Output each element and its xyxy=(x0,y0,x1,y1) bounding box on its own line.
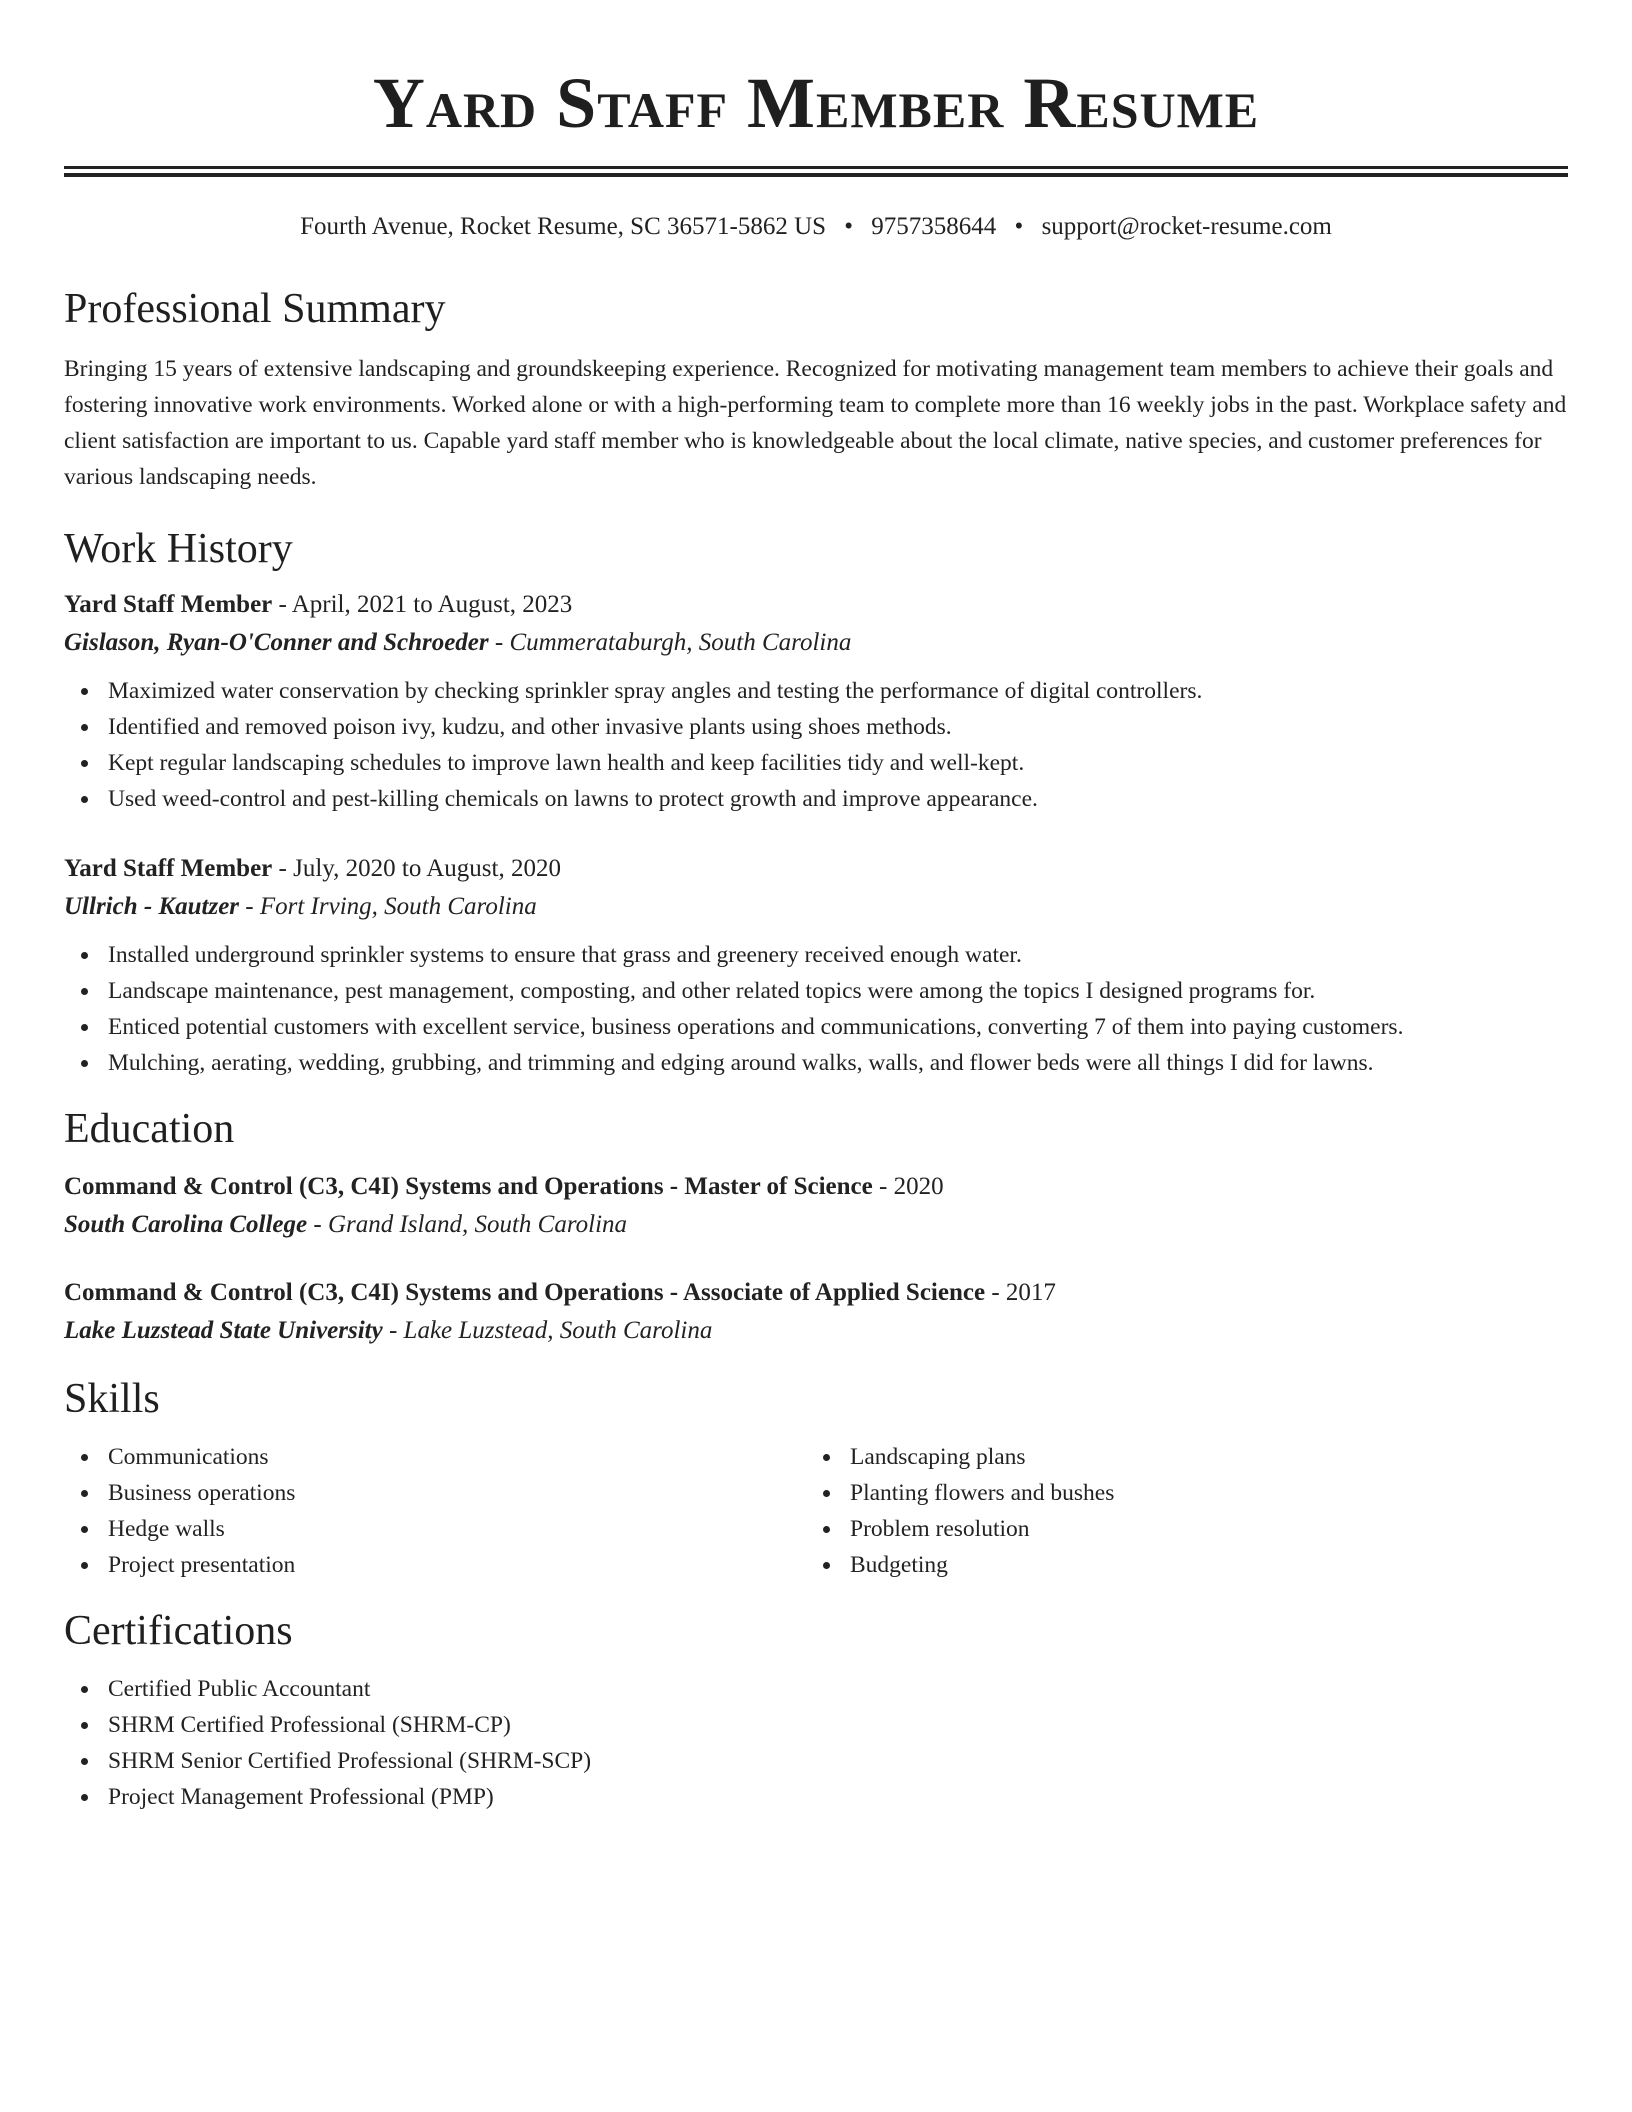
job-employer xyxy=(64,887,1568,927)
contact-phone[interactable]: 9757358644 xyxy=(871,213,997,240)
education-degree: Command & Control (C3, C4I) Systems and Operations - Associate of Applied Science xyxy=(64,1279,986,1306)
certifications-list xyxy=(64,1671,1568,1815)
title-double-rule xyxy=(64,166,1568,177)
list-item: Hedge walls xyxy=(64,1511,806,1547)
list-item: Communications xyxy=(64,1439,806,1475)
list-item: Used weed-control and pest-killing chemicals on lawns to protect growth and improve appearance. xyxy=(64,781,1568,817)
job-header xyxy=(64,851,1568,887)
education-location: - Grand Island, South Carolina xyxy=(307,1211,628,1238)
education-school-line xyxy=(64,1311,1568,1351)
job-company: Gislason, Ryan-O'Conner and Schroeder xyxy=(64,629,489,656)
resume-title: Yard Staff Member Resume xyxy=(372,63,1260,143)
list-item: SHRM Certified Professional (SHRM-CP) xyxy=(64,1707,1568,1743)
list-item: Project presentation xyxy=(64,1547,806,1583)
contact-email[interactable]: support@rocket-resume.com xyxy=(1041,213,1332,240)
job-role: Yard Staff Member xyxy=(64,855,273,882)
education-entry xyxy=(64,1169,1568,1245)
education-school: South Carolina College xyxy=(64,1211,308,1238)
list-item: Certified Public Accountant xyxy=(64,1671,1568,1707)
list-item: Enticed potential customers with excellent service, business operations and communications, converting 7 of them into paying customers. xyxy=(64,1009,1568,1045)
job-bullets xyxy=(64,673,1568,817)
section-heading-summary: Professional Summary xyxy=(64,286,446,332)
section-heading-skills: Skills xyxy=(64,1376,160,1422)
skills-list-right xyxy=(806,1439,1548,1583)
list-item: Kept regular landscaping schedules to improve lawn health and keep facilities tidy and well-kept. xyxy=(64,745,1568,781)
work-entry xyxy=(64,851,1568,1081)
education-school-line xyxy=(64,1205,1568,1245)
summary-text: Bringing 15 years of extensive landscaping and groundskeeping experience. Recognized for motivating management team members to achieve their goals and fostering innovative work environments. Worked alone or with a high-performing team to complete more than 16 weekly jobs in the past. Workplace safety and client satisfaction are important to us. Capable yard staff member who is knowledgeable about the local climate, native species, and customer preferences for various landscaping needs. xyxy=(64,356,1567,490)
list-item: Identified and removed poison ivy, kudzu, and other invasive plants using shoes methods. xyxy=(64,709,1568,745)
education-year: - 2020 xyxy=(872,1173,944,1200)
job-company: Ullrich - Kautzer xyxy=(64,893,240,920)
job-dates: - April, 2021 to August, 2023 xyxy=(272,591,573,618)
list-item: Planting flowers and bushes xyxy=(806,1475,1548,1511)
education-header xyxy=(64,1275,1568,1311)
job-header xyxy=(64,587,1568,623)
section-heading-certifications: Certifications xyxy=(64,1608,293,1654)
education-header xyxy=(64,1169,1568,1205)
list-item: Business operations xyxy=(64,1475,806,1511)
list-item: Landscape maintenance, pest management, composting, and other related topics were among the topics I designed programs for. xyxy=(64,973,1568,1009)
job-employer xyxy=(64,623,1568,663)
education-degree: Command & Control (C3, C4I) Systems and Operations - Master of Science xyxy=(64,1173,873,1200)
job-dates: - July, 2020 to August, 2020 xyxy=(272,855,561,882)
job-bullets xyxy=(64,937,1568,1081)
list-item: Problem resolution xyxy=(806,1511,1548,1547)
skills-columns xyxy=(64,1439,1568,1583)
job-role: Yard Staff Member xyxy=(64,591,273,618)
list-item: Maximized water conservation by checking sprinkler spray angles and testing the performance of digital controllers. xyxy=(64,673,1568,709)
list-item: Project Management Professional (PMP) xyxy=(64,1779,1568,1815)
job-location: - Cummerataburgh, South Carolina xyxy=(488,629,852,656)
contact-line xyxy=(64,211,1568,243)
skills-list-left xyxy=(64,1439,806,1583)
list-item: Installed underground sprinkler systems to ensure that grass and greenery received enough water. xyxy=(64,937,1568,973)
section-heading-education: Education xyxy=(64,1106,235,1152)
education-entry xyxy=(64,1275,1568,1351)
work-entry xyxy=(64,587,1568,817)
education-year: - 2017 xyxy=(985,1279,1056,1306)
list-item: Mulching, aerating, wedding, grubbing, and trimming and edging around walks, walls, and flower beds were all things I did for lawns. xyxy=(64,1045,1568,1081)
education-location: - Lake Luzstead, South Carolina xyxy=(382,1317,713,1344)
contact-address: Fourth Avenue, Rocket Resume, SC 36571-5862 US xyxy=(300,213,827,240)
contact-separator: • xyxy=(844,213,854,240)
list-item: Budgeting xyxy=(806,1547,1548,1583)
education-school: Lake Luzstead State University xyxy=(64,1317,383,1344)
list-item: Landscaping plans xyxy=(806,1439,1548,1475)
contact-separator: • xyxy=(1014,213,1024,240)
job-location: - Fort Irving, South Carolina xyxy=(239,893,537,920)
list-item: SHRM Senior Certified Professional (SHRM-SCP) xyxy=(64,1743,1568,1779)
section-heading-work-history: Work History xyxy=(64,526,293,572)
